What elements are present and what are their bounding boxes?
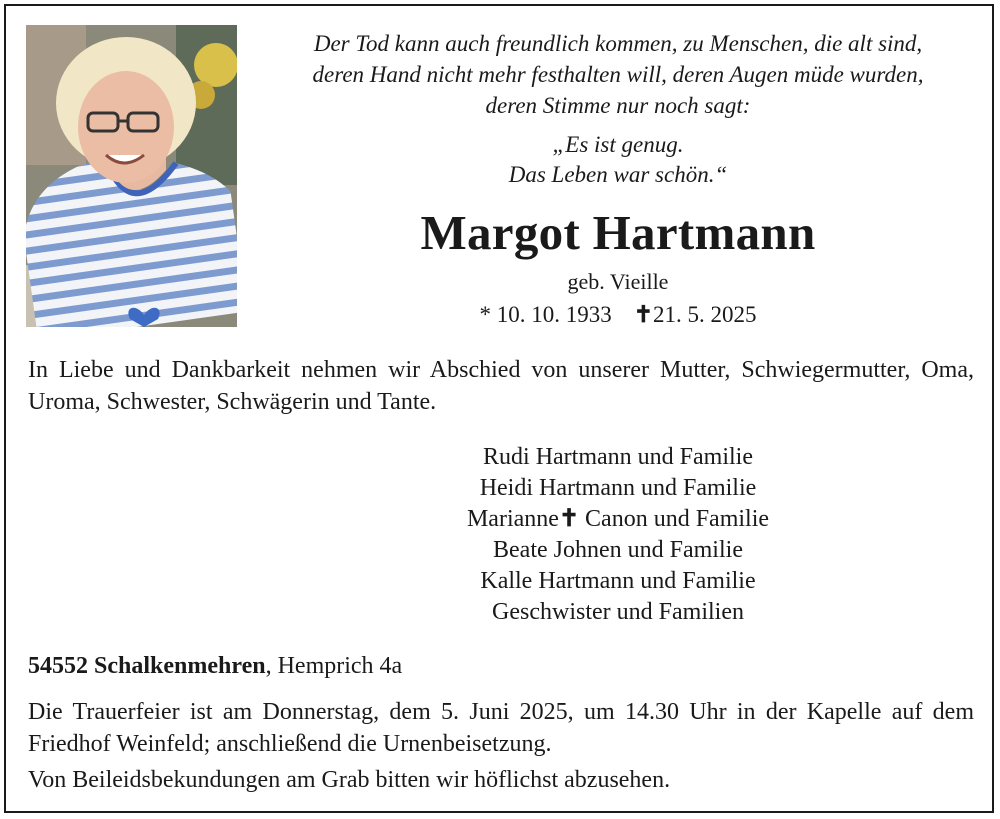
deceased-name: Margot Hartmann <box>420 205 816 260</box>
address-city: 54552 Schalkenmehren <box>28 653 266 679</box>
address-street: , Hemprich 4a <box>265 653 403 679</box>
mourner: Geschwister und Familien <box>492 599 744 625</box>
condolence-note: Von Beileidsbekundungen am Grab bitten wir höflichst abzusehen. <box>28 767 671 793</box>
poem <box>258 28 978 121</box>
mourners-list <box>318 442 918 628</box>
mourner: Beate Johnen und Familie <box>493 537 743 563</box>
poem-line: deren Hand nicht mehr festhalten will, deren Augen müde wurden, <box>312 62 924 87</box>
mourner-rest: Canon und Familie <box>579 506 770 532</box>
mourner <box>318 504 918 535</box>
quote-line: „Es ist genug. <box>552 132 684 157</box>
portrait-photo <box>26 25 237 327</box>
birth-date: * 10. 10. 1933 <box>479 302 612 327</box>
service-info: Die Trauerfeier ist am Donnerstag, dem 5. Juni 2025, um 14.30 Uhr in der Kapelle auf dem Friedhof Weinfeld; anschließend die Urnenbeisetzung. <box>28 699 974 757</box>
mourner: Kalle Hartmann und Familie <box>480 568 756 594</box>
death-date: 21. 5. 2025 <box>653 302 757 327</box>
mourner: Heidi Hartmann und Familie <box>479 475 757 501</box>
address <box>28 650 974 682</box>
maiden-name: geb. Vieille <box>567 269 669 294</box>
poem-line: deren Stimme nur noch sagt: <box>485 93 751 118</box>
quote <box>258 130 978 190</box>
life-dates <box>258 300 978 330</box>
quote-line: Das Leben war schön.“ <box>508 162 728 187</box>
mourner-first-name: Marianne <box>466 506 559 532</box>
cross-icon: ✝ <box>633 302 654 327</box>
mourner: Rudi Hartmann und Familie <box>483 444 753 470</box>
poem-line: Der Tod kann auch freundlich kommen, zu Menschen, die alt sind, <box>313 31 923 56</box>
cross-icon: ✝ <box>558 506 580 532</box>
farewell-text: In Liebe und Dankbarkeit nehmen wir Abschied von unserer Mutter, Schwiegermutter, Oma, Uroma, Schwester, Schwägerin und Tante. <box>28 357 974 415</box>
